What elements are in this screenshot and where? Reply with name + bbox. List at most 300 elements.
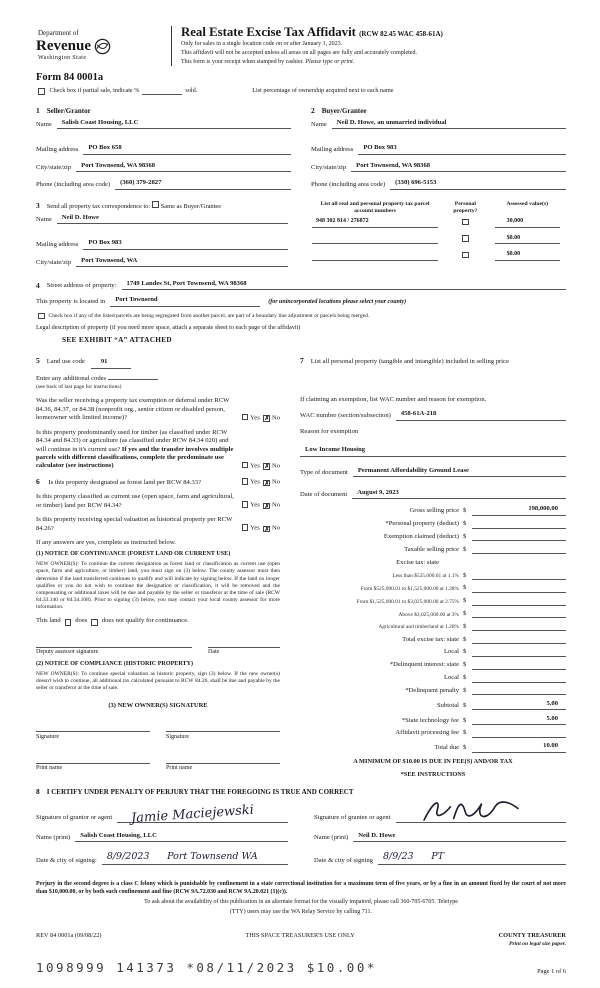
does-not-checkbox <box>91 619 98 626</box>
dollar-sign: $ <box>463 610 467 617</box>
continuance-qualify-row <box>36 617 280 625</box>
dollar-sign: $ <box>463 686 467 694</box>
additional-codes-label: Enter any additional codes <box>36 374 107 382</box>
date-line <box>208 639 280 648</box>
historic-property-answer <box>240 524 280 533</box>
correspondence-name: Neil D. Howe <box>57 214 288 224</box>
assessed-value: $0.00 <box>495 235 560 245</box>
correspondence-mailing-field <box>36 239 288 249</box>
timber-agriculture-answer <box>240 462 280 471</box>
header <box>36 26 566 66</box>
if-yes-note: If any answers are yes, complete as instructed below. <box>36 539 176 547</box>
seller-phone-field <box>36 179 291 189</box>
tax-line-label: Affidavit processing fee <box>395 729 459 737</box>
notice-continuance-title: (1) NOTICE OF CONTINUANCE (FOREST LAND OR CURRENT USE) <box>36 551 231 558</box>
washington-state-label: Washington State <box>38 54 87 61</box>
current-use-answer <box>240 501 280 510</box>
assessed-value: 30,000 <box>495 218 560 228</box>
signature-caption: Signature <box>36 733 59 740</box>
seller-mailing: PO Box 658 <box>83 144 291 154</box>
personal-property-blank-area <box>300 370 566 396</box>
tax-line <box>300 610 566 618</box>
no-checkbox: ✗ <box>264 479 270 487</box>
timber-agriculture-question <box>36 429 280 471</box>
dollar-sign: $ <box>463 744 467 752</box>
ownership-note: List percentage of ownership acquired next to each name <box>252 86 394 94</box>
grantee-date-field <box>314 851 566 865</box>
tax-line <box>300 546 566 554</box>
tax-line-value <box>472 585 566 593</box>
does-label: does <box>75 617 88 625</box>
no-checkbox: ✗ <box>264 415 270 423</box>
new-owner-signature-heading: (3) NEW OWNER(S) SIGNATURE <box>108 702 208 710</box>
tax-line-value <box>472 730 566 738</box>
signature-line <box>36 639 192 648</box>
printname-caption: Print name <box>36 765 63 772</box>
grantor-signature: Jamie Maciejewski <box>130 802 255 827</box>
dollar-sign: $ <box>463 545 467 553</box>
perjury-notice: Perjury in the second degree is a class C felony which is punishable by confinement in a state correctional institution for a maximum term of five years, or by a fine in an amount fixed by the court of not more than $10,000.00, or by both such confinement and fine (RCW 9A.72.030 and RCW 9A.20.021 (1)(c)). <box>36 881 566 896</box>
tax-line <box>300 636 566 644</box>
tax-column <box>300 356 566 779</box>
tax-line-value <box>472 598 566 606</box>
see-instructions-note: *SEE INSTRUCTIONS <box>400 770 466 778</box>
exemption-note: If claiming an exemption, list WAC number and reason for exemption. <box>300 395 487 403</box>
revenue-label: Revenue <box>36 37 91 54</box>
treasurer-space-label: THIS SPACE TREASURER'S USE ONLY <box>245 931 355 939</box>
tax-line <box>300 559 566 567</box>
correspondence-name-field <box>36 214 288 224</box>
buyer-phone-field <box>311 179 566 189</box>
accessibility-note-1: To ask about the availability of this publication in an alternate format for the visually impaired, please call 360-705-6705. Teletype <box>144 899 458 906</box>
tax-line <box>300 648 566 656</box>
certification-columns <box>36 802 566 875</box>
rcw-reference: (RCW 82.45 WAC 458-61A) <box>359 30 443 38</box>
field-label: Street address of property: <box>46 282 117 290</box>
exemption-deferral-answer <box>240 414 280 423</box>
grantor-signature-line <box>117 802 288 827</box>
document-date: August 9, 2023 <box>352 489 566 499</box>
seller-city-field <box>36 162 291 172</box>
grantee-signature-field <box>314 807 566 823</box>
tax-line-value <box>472 662 566 670</box>
location-note: (for unincorporated locations please select your county) <box>268 299 407 306</box>
parcel-row <box>308 218 566 228</box>
parcel-column-header: List all real and personal property tax parcel account numbers <box>320 200 430 214</box>
tax-line-value: 5.00 <box>472 700 566 710</box>
parcel-number <box>312 235 438 244</box>
correspondence-label: Send all property tax correspondence to: <box>46 202 151 210</box>
land-use-code: 91 <box>91 358 131 368</box>
parcel-number: 948 302 814 / 276872 <box>312 218 438 228</box>
field-label: Name (print) <box>314 833 349 841</box>
tax-line-label: Taxable selling price <box>404 545 459 553</box>
field-label: City/state/zip <box>36 163 72 171</box>
reason-for-exemption-label: Reason for exemption <box>300 427 359 435</box>
no-label: No <box>271 414 280 422</box>
owner-printname-row <box>36 755 280 773</box>
personal-property-label: List all personal property (tangible and intangible) included in selling price <box>310 358 509 366</box>
grantor-date-line <box>102 851 288 865</box>
notice-compliance-title: (2) NOTICE OF COMPLIANCE (HISTORIC PROPERTY) <box>36 660 194 667</box>
field-label: Date & city of signing: <box>36 856 97 864</box>
dollar-sign: $ <box>463 507 467 515</box>
legal-description-label: Legal description of property (if you need more space, attach a separate sheet to each page of the affidavit) <box>36 324 301 332</box>
tax-line-value: 5.00 <box>472 715 566 725</box>
owner-signature-cell <box>166 723 280 741</box>
tax-line-label: Gross selling price <box>409 507 459 515</box>
dollar-sign: $ <box>463 701 467 709</box>
correspondence-city: Port Townsend, WA <box>76 257 288 267</box>
buyer-mailing-field <box>311 144 566 154</box>
field-label: Date & city of signing <box>314 856 373 864</box>
tax-line <box>300 572 566 580</box>
tax-line <box>300 584 566 592</box>
land-use-head <box>36 356 280 368</box>
personal-property-checkbox <box>462 235 469 242</box>
correspondence-mailing: PO Box 983 <box>83 239 288 249</box>
signature-line <box>166 723 280 732</box>
additional-codes-blank <box>108 373 158 380</box>
dollar-sign: $ <box>463 597 467 605</box>
does-not-label: does not qualify for continuance. <box>101 617 189 625</box>
printname-line <box>166 755 280 764</box>
parcel-table-header <box>308 201 566 216</box>
no-checkbox: ✗ <box>264 525 270 533</box>
dollar-sign: $ <box>463 533 467 541</box>
field-label: WAC number (section/subsection) <box>300 412 391 420</box>
deputy-signature-cell <box>36 639 192 657</box>
dollar-sign: $ <box>463 635 467 643</box>
parties-section <box>36 106 566 197</box>
parcel-row <box>308 235 566 245</box>
exemption-reason: Low Income Housing <box>300 446 566 456</box>
field-label: Name (print) <box>36 833 71 841</box>
field-label: City/state/zip <box>36 258 72 266</box>
tax-line-label: Total due <box>434 744 459 752</box>
title-block <box>171 26 566 66</box>
tax-line <box>300 623 566 631</box>
yes-checkbox <box>242 501 249 508</box>
buyer-name: Neil D. Howe, an unmarried individual <box>332 119 566 129</box>
field-label: Name <box>36 215 52 223</box>
buyer-mailing: PO Box 983 <box>358 144 566 154</box>
tax-line-label: *State technology fee <box>401 716 459 724</box>
section-number: 5 <box>36 356 40 366</box>
tax-line-label: Exemption claimed (deduct) <box>383 533 459 541</box>
revenue-wordmark <box>36 38 161 55</box>
additional-codes-row <box>36 373 280 383</box>
tax-line-label: Local <box>443 648 459 656</box>
dor-swirl-icon <box>94 38 111 55</box>
dollar-sign: $ <box>463 622 467 630</box>
tax-line-label: Above $3,025,000.00 at 3% <box>398 611 459 618</box>
tax-line <box>300 715 566 725</box>
section-number: 6 <box>36 476 40 486</box>
tax-computation <box>300 505 566 752</box>
current-use-question <box>36 493 280 510</box>
yes-checkbox <box>242 524 249 531</box>
county-treasurer-label: COUNTY TREASURER <box>498 931 566 939</box>
property-location: Port Townsend <box>110 296 260 306</box>
partial-percent-blank <box>142 88 182 95</box>
legal-description: SEE EXHIBIT “A” ATTACHED <box>62 334 172 344</box>
dollar-sign: $ <box>463 584 467 592</box>
owner-signature-cell <box>36 723 150 741</box>
yes-label: Yes <box>250 462 260 470</box>
buyer-phone: (330) 696-5153 <box>390 179 566 189</box>
form-number: Form 84 0001a <box>36 72 104 84</box>
yes-label: Yes <box>250 414 260 422</box>
tax-line <box>300 533 566 541</box>
tax-line <box>300 742 566 752</box>
partial-sale-label: Check box if partial sale, indicate % <box>49 86 140 94</box>
wac-number: 458-61A-218 <box>396 410 566 420</box>
seller-phone: (360) 379-2827 <box>115 179 291 189</box>
dollar-sign: $ <box>463 571 467 579</box>
dollar-sign: $ <box>463 661 467 669</box>
tax-line-value <box>472 610 566 618</box>
tax-line-label: From $525,000.01 to $1,525,000.00 at 1.28% <box>360 585 459 592</box>
tax-line-label: Agricultural and timberland at 1.28% <box>378 624 459 631</box>
question-text: Is this property predominantly used for timber (as classified under RCW 84.34 and 84.33) or agriculture (as classified under RCW 84.34 020) and will continue in it's current use? If yes and the transfer involves multiple parcels with different classifications, complete the predominate use calculator (see instructions) <box>36 428 234 470</box>
grantee-certification <box>314 807 566 875</box>
department-of-label: Department of <box>38 29 79 37</box>
yes-checkbox <box>242 414 249 421</box>
treasurer-stamp: 1098999 141373 *08/11/2023 $10.00* <box>36 960 377 975</box>
seller-section <box>36 106 291 197</box>
legal-size-note: Print on legal size paper. <box>508 940 566 947</box>
document-type: Permanent Affordability Ground Lease <box>353 467 566 477</box>
tax-line <box>300 729 566 737</box>
field-label: Type of document <box>300 468 348 476</box>
grantor-printed-name: Salish Coast Housing, LLC <box>75 832 288 842</box>
field-label: Signature of grantee or agent <box>314 814 391 822</box>
certification-heading: I CERTIFY UNDER PENALTY OF PERJURY THAT THE FOREGOING IS TRUE AND CORRECT <box>46 787 354 796</box>
additional-codes-note: (see back of last page for instructions) <box>36 384 122 391</box>
dollar-sign: $ <box>463 520 467 528</box>
notice-continuance-body: NEW OWNER(S): To continue the current designation as forest land or classification as current use (open space, farm and agriculture, or timber) land, you must sign on (3) below. The county assessor must then determine if the land transferred continues to qualify and will indicate by signing below. If the land no longer qualifies or you do not wish to continue the designation or classification, it will be removed and the compensating or additional taxes will be due and payable by the seller or transferor at the time of sale (RCW 84.33.140 or 84.34.108). Prior to signing (3) below, you may contact your local county assessor for more information. <box>36 561 280 611</box>
field-label: Mailing address <box>36 241 79 249</box>
tax-line-value <box>472 546 566 554</box>
header-note-2: This affidavit will not be accepted unless all areas on all pages are fully and accurately completed. <box>181 50 417 57</box>
tax-line-label: Less than $525,000.01 at 1.1% <box>392 573 459 580</box>
section-number: 4 <box>36 280 40 290</box>
certification-heading-row <box>36 787 566 797</box>
notice-compliance-body: NEW OWNER(S): To continue special valuation as historic property, sign (3) below. If the new owner(s) doesn't wish to continue, all additional tax calculated pursuant to RCW 84.26, shall be due and payable by the seller or transferor at the time of sale. <box>36 670 280 691</box>
historic-property-question <box>36 516 280 533</box>
field-label: Phone (including area code) <box>36 181 111 189</box>
dollar-sign: $ <box>463 716 467 724</box>
grantor-date: 8/9/2023 <box>106 851 150 863</box>
this-land-label: This land <box>36 617 61 625</box>
tax-line <box>300 505 566 515</box>
dollar-sign: $ <box>463 674 467 682</box>
grantee-date: 8/9/23 <box>382 851 414 863</box>
deputy-signature-caption: Deputy assessor signature <box>36 649 99 656</box>
tax-line-label: Total excise tax: state <box>402 635 459 643</box>
deputy-assessor-row <box>36 639 280 657</box>
correspondence-city-field <box>36 257 288 267</box>
grantor-certification <box>36 802 288 875</box>
personal-property-checkbox <box>462 219 469 226</box>
question-text: Was the seller receiving a property tax exemption or deferral under RCW 84.36, 84.37, or 84.38 (nonprofit org., senior citizen or disabled person, homeowner with limited income)? <box>36 397 230 422</box>
grantee-date-line <box>378 851 566 865</box>
correspondence-section <box>36 201 288 275</box>
signature-line <box>36 723 150 732</box>
tax-line-label: Subtotal <box>437 701 459 709</box>
yes-checkbox <box>242 478 249 485</box>
owner-printname-cell <box>36 755 150 773</box>
sold-label: sold. <box>185 86 198 94</box>
tax-line <box>300 674 566 682</box>
tax-line <box>300 687 566 695</box>
tax-line-value: 198,000.00 <box>472 505 566 515</box>
middle-columns <box>36 356 566 779</box>
exemption-deferral-question <box>36 397 280 422</box>
seller-name-field <box>36 119 291 129</box>
forest-land-answer <box>240 478 280 487</box>
street-address-field <box>36 280 566 290</box>
dollar-sign: $ <box>463 729 467 737</box>
certification-section <box>36 787 566 875</box>
does-checkbox <box>65 619 72 626</box>
field-label: This property is located in <box>36 298 106 306</box>
buyer-city-field <box>311 162 566 172</box>
buyer-name-field <box>311 119 566 129</box>
tax-line-label: *Delinquent interest: state <box>389 661 459 669</box>
segregated-checkbox <box>38 313 45 320</box>
wac-field <box>300 410 566 420</box>
yes-checkbox <box>242 462 249 469</box>
street-address: 1749 Landes St, Port Townsend, WA 98368 <box>122 280 566 290</box>
tax-line-value <box>472 623 566 631</box>
land-use-code-label: Land use code <box>46 358 85 366</box>
same-as-buyer-label: Same as Buyer/Grantee <box>160 202 222 210</box>
dollar-sign: $ <box>463 648 467 656</box>
field-label: Name <box>36 120 52 128</box>
yes-label: Yes <box>250 501 260 509</box>
footer-bottom-row <box>36 960 566 978</box>
parcel-number <box>312 252 438 261</box>
section-title: Seller/Grantor <box>46 106 91 115</box>
personal-property-column-header: Personal property? <box>453 200 478 214</box>
tax-line-label: *Delinquent penalty <box>405 686 459 694</box>
no-label: No <box>271 478 280 486</box>
section-title: Buyer/Grantee <box>321 106 367 115</box>
owner-signature-row <box>36 723 280 741</box>
no-label: No <box>271 524 280 532</box>
page-title: Real Estate Excise Tax Affidavit <box>181 25 356 39</box>
segregated-row <box>36 313 566 320</box>
footer <box>36 932 566 978</box>
tax-line <box>300 661 566 669</box>
tax-line-value <box>472 649 566 657</box>
dor-logo <box>36 26 161 66</box>
field-label: Mailing address <box>36 146 79 154</box>
section-number: 3 <box>36 200 40 210</box>
tax-line-value <box>472 521 566 529</box>
same-as-buyer-checkbox <box>152 201 159 208</box>
minimum-fee-note: A MINIMUM OF $10.00 IS DUE IN FEE(S) AND/OR TAX <box>353 757 513 765</box>
location-field <box>36 296 566 306</box>
grantee-signature-line <box>396 807 566 823</box>
grantor-signature-field <box>36 802 288 827</box>
no-label: No <box>271 462 280 470</box>
tax-line-value: 10.00 <box>472 742 566 752</box>
segregated-note: Check box if any of the listed parcels are being segregated from another parcel, are part of a boundary line adjustment or parcels being merged. <box>48 312 370 319</box>
header-note-1: Only for sales in a single location code on or after January 1, 2023. <box>181 41 343 48</box>
tax-line-value <box>472 675 566 683</box>
land-use-continuance-column <box>36 356 280 779</box>
assessed-value-column-header: Assessed value(s) <box>506 200 549 207</box>
no-checkbox: ✗ <box>264 502 270 510</box>
footer-top-row <box>36 932 566 948</box>
yes-label: Yes <box>250 524 260 532</box>
personal-property-head <box>300 356 566 366</box>
parcel-table <box>308 201 566 275</box>
tax-line <box>300 700 566 710</box>
partial-sale-checkbox <box>38 88 45 95</box>
tax-line-value <box>472 687 566 695</box>
grantor-date-field <box>36 851 288 865</box>
grantor-name-field <box>36 832 288 842</box>
buyer-section <box>311 106 566 197</box>
property-section <box>36 280 566 356</box>
question-text: Is this property receiving special valuation as historical property per RCW 84.26? <box>36 516 233 532</box>
section-number: 1 <box>36 105 40 115</box>
field-label: Phone (including area code) <box>311 181 386 189</box>
accessibility-note-2: (TTY) users may use the WA Relay Service by calling 711. <box>229 908 373 915</box>
seller-name: Salish Coast Housing, LLC <box>57 119 291 129</box>
seller-city: Port Townsend, WA 98368 <box>76 162 291 172</box>
section-number: 2 <box>311 105 315 115</box>
field-label: Name <box>311 120 327 128</box>
tax-line <box>300 520 566 528</box>
rev-number: REV 84 0001a (09/08/22) <box>36 931 102 939</box>
question-text: 6 Is this property designated as forest land per RCW 84.33? <box>36 476 202 486</box>
grantor-city: Port Townsend WA <box>167 851 258 863</box>
owner-printname-cell <box>166 755 280 773</box>
field-label: Signature of grantor or agent <box>36 814 113 822</box>
field-label: Mailing address <box>311 146 354 154</box>
tax-line-value <box>472 636 566 644</box>
grantee-city: PT <box>431 851 444 863</box>
forest-land-question <box>36 477 280 487</box>
grantee-signature <box>416 797 526 825</box>
field-label: City/state/zip <box>311 163 347 171</box>
section-number: 7 <box>300 356 304 366</box>
page-number: Page 1 of 6 <box>537 967 566 975</box>
date-caption: Date <box>208 649 220 656</box>
signature-caption: Signature <box>166 733 189 740</box>
tax-line <box>300 597 566 605</box>
partial-sale-row <box>36 87 566 95</box>
tax-line-label: Local <box>443 674 459 682</box>
tax-line-value <box>472 559 566 567</box>
county-treasurer-block <box>499 932 566 948</box>
tax-line-value <box>472 572 566 580</box>
no-label: No <box>271 501 280 509</box>
printname-line <box>36 755 150 764</box>
printname-caption: Print name <box>166 765 193 772</box>
field-label: Date of document <box>300 490 348 498</box>
document-date-field <box>300 489 566 499</box>
personal-property-checkbox <box>462 252 469 259</box>
tax-line-label: From $1,525,000.01 to $3,025,000.00 at 2.75% <box>356 598 459 605</box>
tax-line-label: *Personal property (deduct) <box>385 520 459 528</box>
seller-mailing-field <box>36 144 291 154</box>
